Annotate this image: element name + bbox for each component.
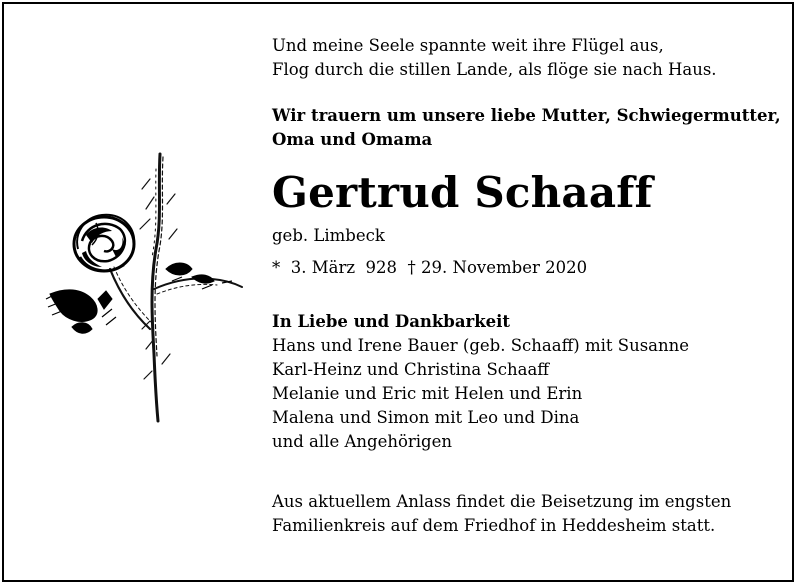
funeral-notice (272, 490, 772, 538)
family-member: Melanie und Eric mit Helen und Erin (272, 384, 583, 403)
deceased-name: Gertrud Schaaff (272, 168, 653, 217)
family-member: und alle Angehörigen (272, 432, 453, 451)
poem (272, 34, 772, 82)
maiden-name: geb. Limbeck (272, 226, 385, 245)
poem-line: Und meine Seele spannte weit ihre Flügel aus, (272, 36, 664, 55)
birth-symbol: * (272, 258, 281, 277)
intro-line: Oma und Omama (272, 130, 433, 149)
birth-date: 3. März 928 (290, 258, 398, 277)
intro-line: Wir trauern um unsere liebe Mutter, Schwiegermutter, (272, 106, 781, 125)
death-date: 29. November 2020 (421, 258, 588, 277)
family-section (272, 310, 772, 454)
poem-line: Flog durch die stillen Lande, als flöge sie nach Haus. (272, 60, 717, 79)
obituary-frame (2, 2, 794, 582)
obituary-text (272, 34, 781, 538)
funeral-line: Familienkreis auf dem Friedhof in Heddesheim statt. (272, 516, 716, 535)
mourning-intro (272, 104, 781, 152)
family-member: Karl-Heinz und Christina Schaaff (272, 360, 550, 379)
life-dates (272, 256, 772, 280)
funeral-line: Aus aktuellem Anlass findet die Beisetzung im engsten (272, 492, 732, 511)
rose-icon (42, 149, 252, 424)
family-member: Hans und Irene Bauer (geb. Schaaff) mit Susanne (272, 336, 690, 355)
family-member: Malena und Simon mit Leo und Dina (272, 408, 580, 427)
death-symbol: † (407, 258, 416, 277)
family-heading: In Liebe und Dankbarkeit (272, 312, 511, 331)
